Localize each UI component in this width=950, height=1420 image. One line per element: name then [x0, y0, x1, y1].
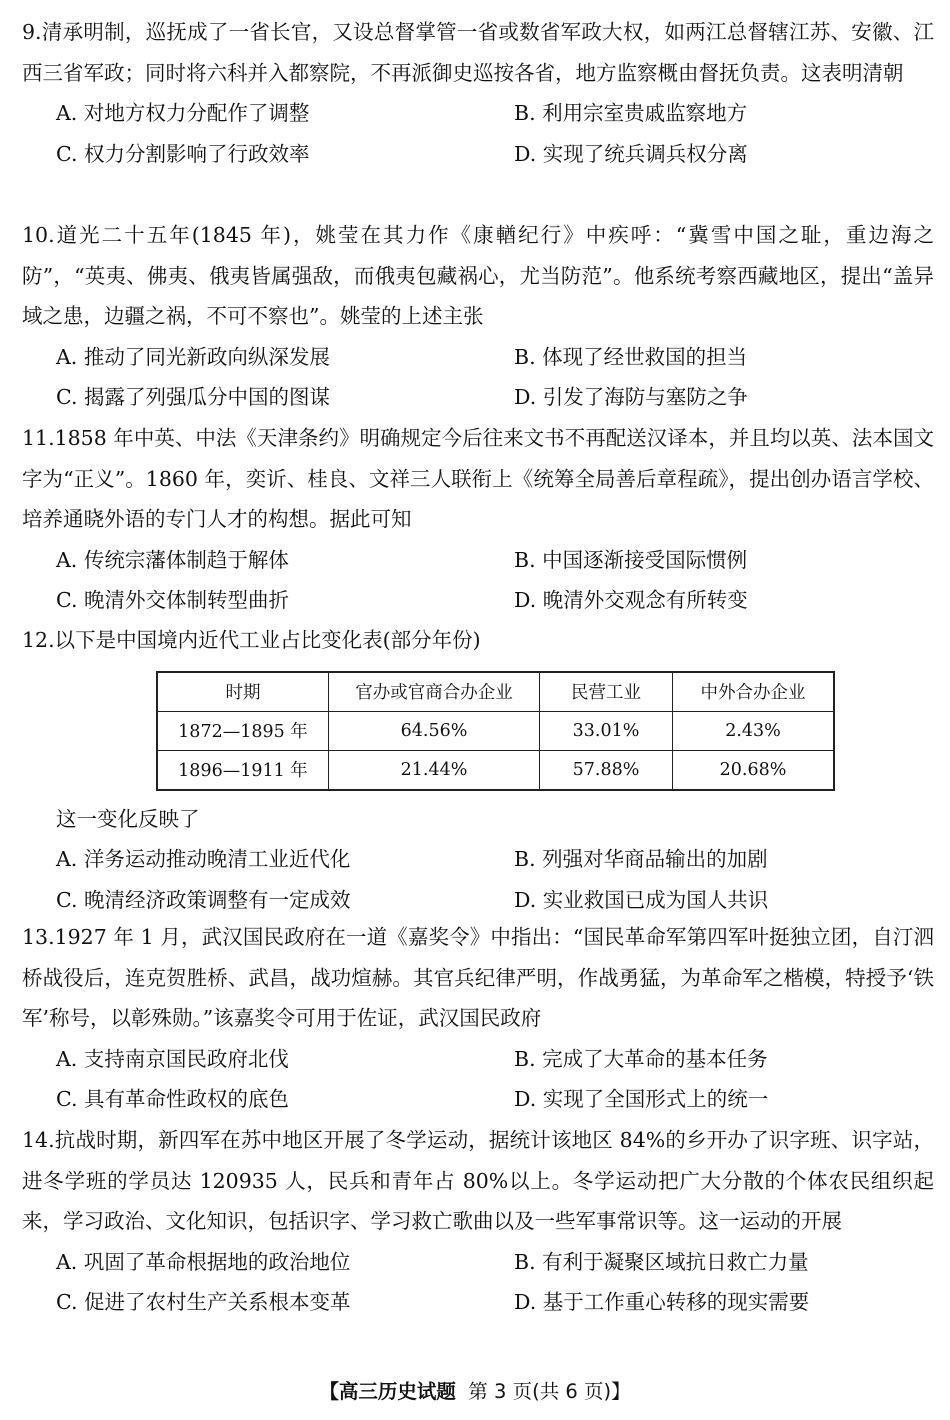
- option-b: B. 利用宗室贵戚监察地方: [514, 101, 748, 126]
- industry-share-table: [156, 671, 835, 791]
- question-stem: 11.1858 年中英、中法《天津条约》明确规定今后往来文书不再配送汉译本，并且均以英、法本国文字为“正义”。1860 年，奕䜣、桂良、文祥三人联衔上《统筹全局善后章程疏》，提出创办语言学校、培养通晓外语的专门人才的构想。据此可知: [22, 426, 934, 532]
- options: [22, 1039, 934, 1120]
- table-header: 中外合办企业: [673, 672, 835, 712]
- question-10: [22, 215, 934, 418]
- options: [22, 1242, 934, 1323]
- table-cell: 21.44%: [329, 750, 540, 790]
- table-cell: 1896—1911 年: [157, 750, 329, 790]
- question-11: [22, 418, 934, 621]
- option-d: D. 引发了海防与塞防之争: [514, 385, 748, 410]
- question-12: [22, 620, 934, 920]
- option-a: A. 传统宗藩体制趋于解体: [56, 547, 289, 572]
- option-a: A. 对地方权力分配作了调整: [56, 101, 310, 126]
- option-a: A. 推动了同光新政向纵深发展: [56, 344, 330, 369]
- option-c: C. 权力分割影响了行政效率: [56, 141, 310, 166]
- table-header-row: [157, 672, 834, 712]
- question-13: [22, 917, 934, 1120]
- options: [22, 337, 934, 418]
- table-cell: 1872—1895 年: [157, 711, 329, 750]
- option-c: C. 具有革命性政权的底色: [56, 1087, 289, 1112]
- option-d: D. 晚清外交观念有所转变: [514, 588, 748, 613]
- option-d: D. 实业救国已成为国人共识: [514, 887, 769, 912]
- footer-title: 【高三历史试题: [319, 1380, 456, 1403]
- option-d: D. 基于工作重心转移的现实需要: [514, 1290, 810, 1315]
- table-cell: 20.68%: [673, 750, 835, 790]
- footer-page-number: 第 3 页(共 6 页)】: [468, 1380, 631, 1403]
- option-b: B. 体现了经世救国的担当: [514, 344, 748, 369]
- option-b: B. 完成了大革命的基本任务: [514, 1046, 768, 1071]
- option-b: B. 列强对华商品输出的加剧: [514, 847, 768, 872]
- question-14: [22, 1120, 934, 1323]
- table-header: 官办或官商合办企业: [329, 672, 540, 712]
- option-c: C. 晚清经济政策调整有一定成效: [56, 887, 351, 912]
- table-header: 时期: [157, 672, 329, 712]
- option-b: B. 中国逐渐接受国际惯例: [514, 547, 748, 572]
- page-footer: [0, 1376, 950, 1404]
- question-stem: 14.抗战时期，新四军在苏中地区开展了冬学运动，据统计该地区 84%的乡开办了识字班、识字站，进冬学班的学员达 120935 人，民兵和青年占 80%以上。冬学运动把广大分散的个体农民组织起来，学习政治、文化知识，包括识字、学习救亡歌曲以及一些军事常识等。这一运动的开展: [22, 1128, 934, 1234]
- option-d: D. 实现了统兵调兵权分离: [514, 141, 748, 166]
- options: [22, 839, 934, 920]
- question-stem: 13.1927 年 1 月，武汉国民政府在一道《嘉奖令》中指出：“国民革命军第四军叶挺独立团，自汀泗桥战役后，连克贺胜桥、武昌，战功煊赫。其官兵纪律严明，作战勇猛，为革命军之楷模，特授予‘铁军’称号，以彰殊勋。”该嘉奖令可用于佐证，武汉国民政府: [22, 925, 934, 1031]
- table-row: [157, 750, 834, 790]
- table-cell: 33.01%: [540, 711, 673, 750]
- question-stem: 10.道光二十五年(1845 年)，姚莹在其力作《康輶纪行》中疾呼：“冀雪中国之耻，重边海之防”，“英夷、佛夷、俄夷皆属强敌，而俄夷包藏祸心，尤当防范”。他系统考察西藏地区，提出“盖异域之患，边疆之祸，不可不察也”。姚莹的上述主张: [22, 223, 934, 329]
- question-9: [22, 12, 934, 174]
- question-stem: 9.清承明制，巡抚成了一省长官，又设总督掌管一省或数省军政大权，如两江总督辖江苏、安徽、江西三省军政；同时将六科并入都察院，不再派御史巡按各省，地方监察概由督抚负责。这表明清朝: [22, 20, 934, 85]
- question-stem: 12.以下是中国境内近代工业占比变化表(部分年份): [22, 628, 481, 652]
- option-c: C. 揭露了列强瓜分中国的图谋: [56, 385, 330, 410]
- table-cell: 64.56%: [329, 711, 540, 750]
- option-b: B. 有利于凝聚区域抗日救亡力量: [514, 1249, 809, 1274]
- table-row: [157, 711, 834, 750]
- options: [22, 93, 934, 174]
- option-c: C. 促进了农村生产关系根本变革: [56, 1290, 351, 1315]
- question-sub-stem: 这一变化反映了: [56, 806, 200, 831]
- option-c: C. 晚清外交体制转型曲折: [56, 588, 289, 613]
- table-cell: 57.88%: [540, 750, 673, 790]
- table-cell: 2.43%: [673, 711, 835, 750]
- option-d: D. 实现了全国形式上的统一: [514, 1087, 769, 1112]
- option-a: A. 洋务运动推动晚清工业近代化: [56, 847, 351, 872]
- option-a: A. 巩固了革命根据地的政治地位: [56, 1249, 351, 1274]
- options: [22, 540, 934, 621]
- table-header: 民营工业: [540, 672, 673, 712]
- option-a: A. 支持南京国民政府北伐: [56, 1046, 289, 1071]
